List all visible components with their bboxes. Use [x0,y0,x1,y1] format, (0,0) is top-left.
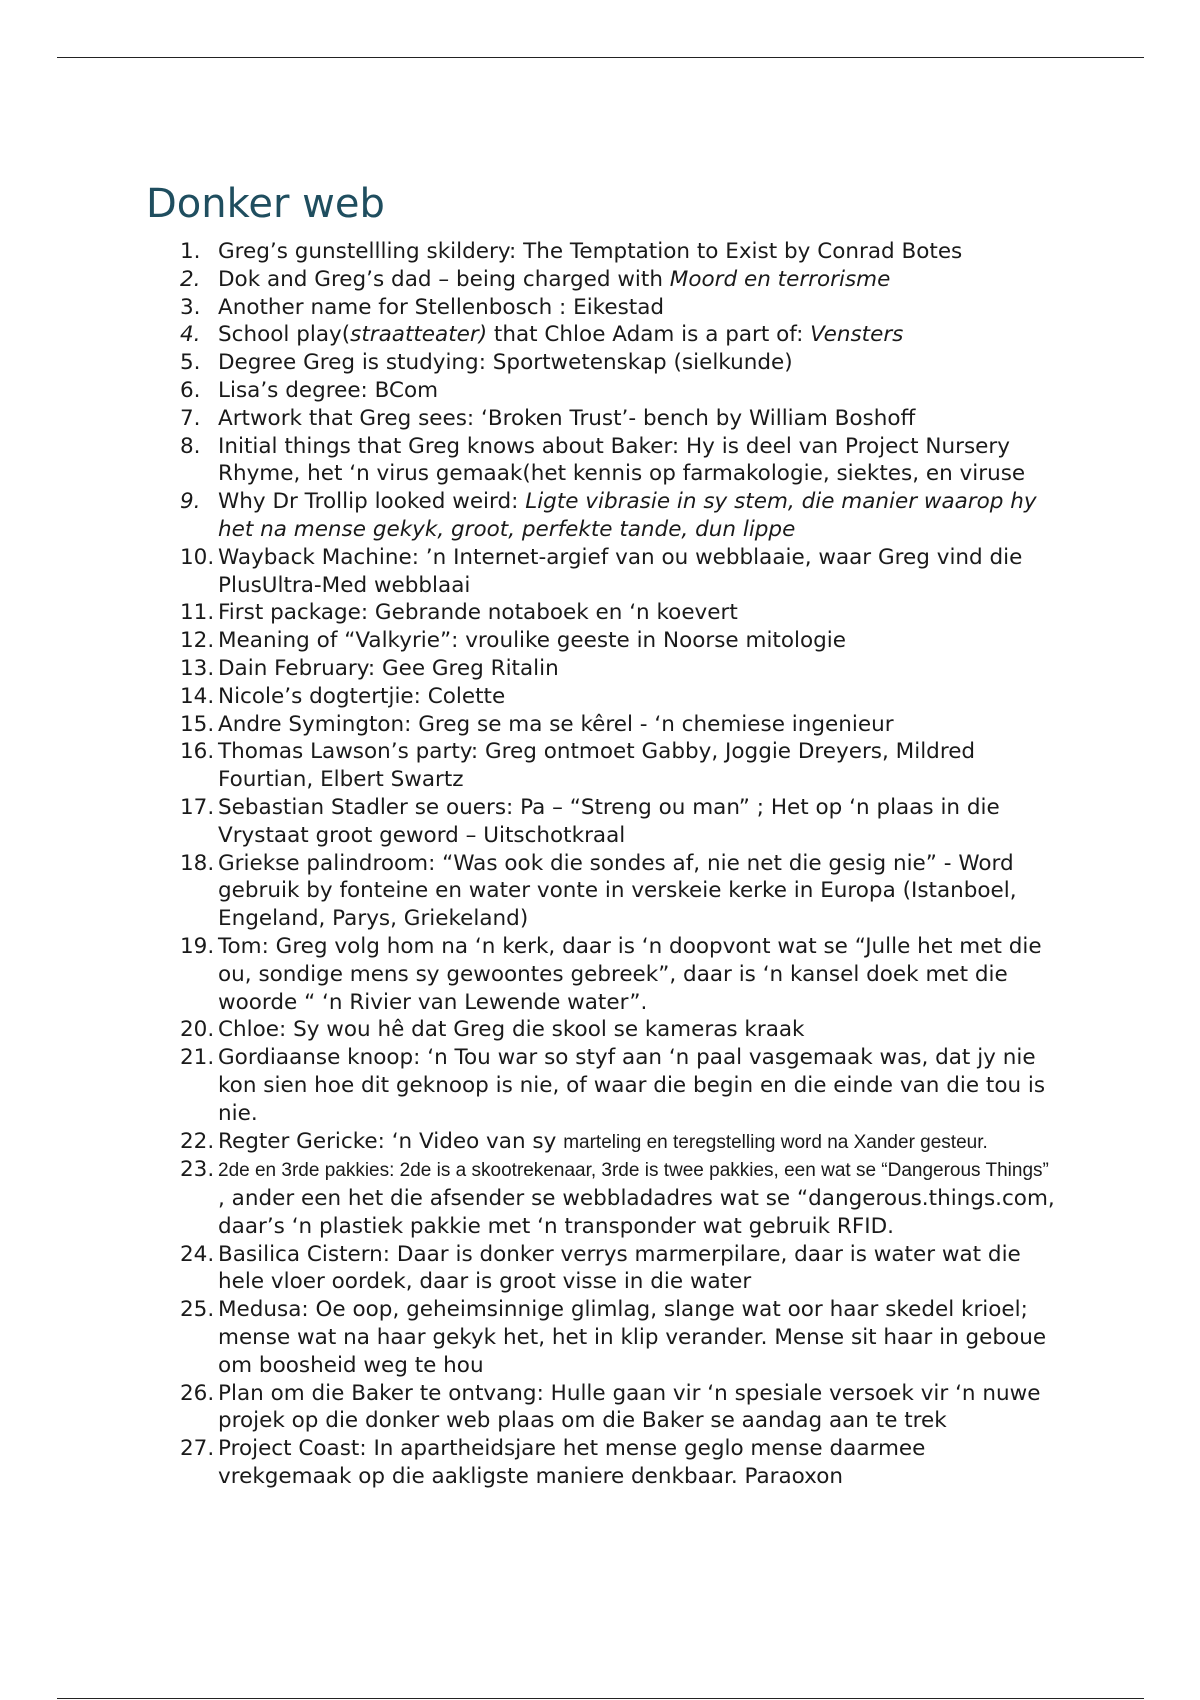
list-item [180,238,1060,266]
list-item-text: Moord en terrorisme [669,266,891,292]
list-item-text: Lisa’s degree: BCom [218,377,439,403]
list-item-text: Vensters [810,322,904,348]
list-item-text: Andre Symington: Greg se ma se kêrel - ‘n chemiese ingenieur [218,711,894,737]
list-item-text: Artwork that Greg sees: ‘Broken Trust’- bench by William Boshoff [218,405,916,431]
list-item [180,711,1060,739]
list-item-text: Chloe: Sy wou hê dat Greg die skool se kameras kraak [218,1017,805,1043]
list-item-text: marteling en teregstelling word na Xander gesteur. [563,1131,988,1153]
list-item-number: 7. [180,405,201,431]
list-item-text: Tom: Greg volg hom na ‘n kerk, daar is ‘n doopvont wat se “Julle het met die ou, sondige mens sy gewoontes gebreek”, daar is ‘n kansel doek met die woorde “ ‘n Rivier van Lewende water”. [218,933,1042,1015]
list-item-number: 2. [180,266,201,292]
list-item [180,488,1060,544]
list-item [180,850,1060,933]
list-item-text: Degree Greg is studying: Sportwetenskap (sielkunde) [218,350,793,376]
list-item-text: Greg’s gunstellling skildery: The Temptation to Exist by Conrad Botes [218,239,963,264]
list-item-text: School play( [218,322,351,348]
list-item-text: Meaning of “Valkyrie”: vroulike geeste in Noorse mitologie [218,628,846,654]
list-item-number: 13. [180,655,215,681]
list-item-number: 20. [180,1017,215,1043]
list-item-number: 21. [180,1045,215,1071]
list-item-number: 3. [180,294,201,320]
list-item [180,655,1060,683]
list-item [180,794,1060,850]
list-item-number: 19. [180,933,215,959]
list-item [180,738,1060,794]
list-item-text: First package: Gebrande notaboek en ‘n koevert [218,600,738,626]
list-item-text: Dain February: Gee Greg Ritalin [218,655,559,681]
list-item-number: 16. [180,739,215,765]
list-item-text: Dok and Greg’s dad – being charged with [218,266,670,292]
list-item [180,1380,1060,1436]
list-item-text: Initial things that Greg knows about Baker: Hy is deel van Project Nursery Rhyme, het ‘n virus gemaak(het kennis op farmakologie, siektes, en viruse [218,433,1026,487]
list-item-text: Sebastian Stadler se ouers: Pa – “Streng ou man” ; Het op ‘n plaas in die Vrystaat groot geword – Uitschotkraal [218,794,1000,848]
numbered-list [180,238,1060,1491]
list-item-text: Nicole’s dogtertjie: Colette [218,683,506,709]
list-item-text: Wayback Machine: ’n Internet-argief van ou webblaaie, waar Greg vind die PlusUltra-Med webblaai [218,544,1023,598]
list-item [180,627,1060,655]
list-item-text: Thomas Lawson’s party: Greg ontmoet Gabby, Joggie Dreyers, Mildred Fourtian, Elbert Swartz [218,739,976,793]
list-item [180,266,1060,294]
list-item-text: straatteater) [350,322,488,348]
list-item-number: 12. [180,628,215,654]
list-item-number: 5. [180,350,201,376]
footer-rule [57,1698,1144,1699]
list-item-number: 27. [180,1436,215,1462]
list-item [180,433,1060,489]
list-item [180,294,1060,322]
list-item-number: 9. [180,489,201,515]
list-item-text: Project Coast: In apartheidsjare het mense geglo mense daarmee vrekgemaak op die aakligste maniere denkbaar. Paraoxon [218,1436,926,1490]
list-item-number: 14. [180,683,215,709]
list-item-text: Gordiaanse knoop: ‘n Tou war so styf aan ‘n paal vasgemaak was, dat jy nie kon sien hoe dit geknoop is nie, of waar die begin en die einde van die tou is nie. [218,1045,1046,1126]
list-item-text: 2de en 3rde pakkies: 2de is a skootrekenaar, 3rde is twee pakkies, een wat se “Dangerous Things” [218,1160,1049,1182]
list-item [180,1241,1060,1297]
list-item-text: Medusa: Oe oop, geheimsinnige glimlag, slange wat oor haar skedel krioel; mense wat na haar gekyk het, het in klip verander. Mense sit haar in geboue om boosheid weg te hou [218,1297,1047,1378]
list-item-text: Why Dr Trollip looked weird: [218,489,526,515]
list-item-number: 8. [180,433,201,459]
list-item-number: 24. [180,1241,215,1267]
list-item-number: 1. [180,239,201,264]
list-item [180,933,1060,1016]
list-item [180,1156,1060,1240]
list-item-text: , ander een het die afsender se webbladadres wat se “dangerous.things.com, daar’s ‘n plastiek pakkie met ‘n transponder wat gebruik RFID. [218,1186,1055,1239]
list-item [180,1016,1060,1044]
list-item-text: Ligte vibrasie in sy stem, die manier waarop hy het na mense gekyk, groot, perfekte tande, dun lippe [218,489,1037,542]
list-item-text: Plan om die Baker te ontvang: Hulle gaan vir ‘n spesiale versoek vir ‘n nuwe projek op die donker web plaas om die Baker se aandag aan te trek [218,1380,1041,1434]
list-item-text: Regter Gericke: ‘n Video van sy [218,1128,564,1154]
list-item-text: that Chloe Adam is a part of: [487,322,811,348]
list-item-number: 15. [180,711,215,737]
list-item-number: 11. [180,600,215,626]
list-item-text: Basilica Cistern: Daar is donker verrys marmerpilare, daar is water wat die hele vloer oordek, daar is groot visse in die water [218,1241,1021,1295]
list-item [180,1296,1060,1379]
list-item-text: Another name for Stellenbosch : Eikestad [218,294,665,320]
list-item-number: 10. [180,544,215,570]
list-item-number: 25. [180,1297,215,1323]
list-item [180,1044,1060,1127]
list-item [180,544,1060,600]
list-item-number: 26. [180,1380,215,1406]
list-item [180,377,1060,405]
header-rule [57,57,1144,58]
list-item-number: 23. [180,1157,215,1183]
list-item-number: 4. [180,322,201,348]
list-item [180,405,1060,433]
page-title: Donker web [146,181,385,227]
list-item [180,683,1060,711]
list-item-number: 18. [180,850,215,876]
list-item [180,349,1060,377]
list-item [180,321,1060,349]
list-item [180,1435,1060,1491]
list-item [180,1128,1060,1157]
list-item-number: 22. [180,1128,215,1154]
list-item-number: 6. [180,377,201,403]
list-item [180,599,1060,627]
list-item-number: 17. [180,794,215,820]
list-item-text: Griekse palindroom: “Was ook die sondes af, nie net die gesig nie” - Word gebruik by fonteine en water vonte in verskeie kerke in Europa (Istanboel, Engeland, Parys, Griekeland) [218,850,1017,932]
